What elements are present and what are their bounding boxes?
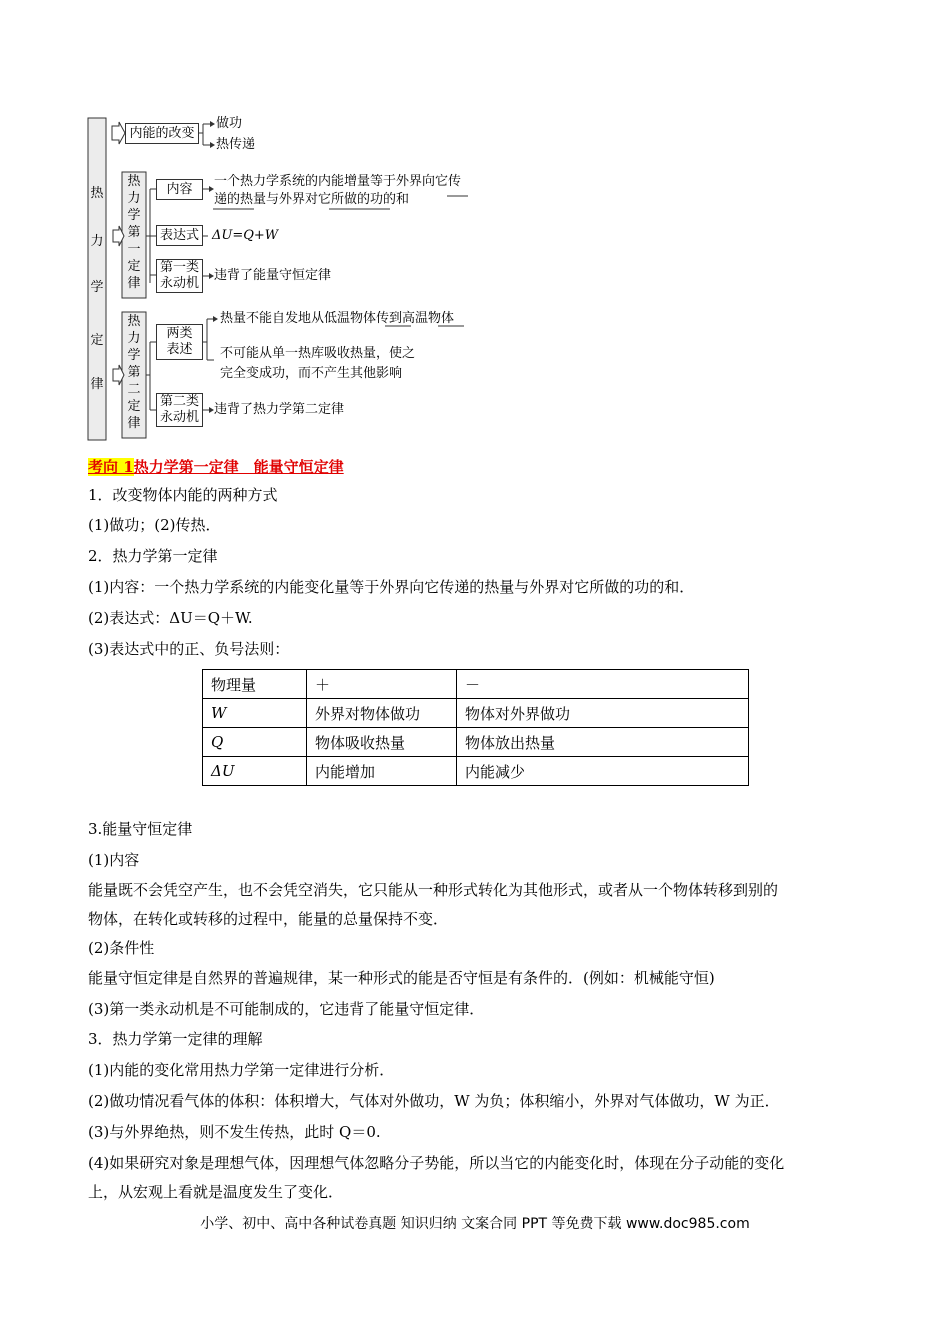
text-line: 3.能量守恒定律 [88,820,193,838]
table-cell: 外界对物体做功 [307,699,457,728]
first-law-expression: ΔU=Q+W [212,228,279,243]
content-box: 内容 [156,179,203,200]
text-line: (1)内容 [88,851,140,869]
root-char: 热 [90,186,104,201]
branch3-char: 定 [127,399,141,414]
table-cell: ΔU [203,757,307,786]
table-header-row [203,670,749,699]
branch3-char: 力 [127,331,141,346]
text-line: (1)做功；(2)传热． [88,516,221,534]
text-line: (3)第一类永动机是不可能制成的，它违背了能量守恒定律． [88,1000,485,1018]
kelvin-statement-line1: 不可能从单一热库吸收热量，使之 [220,346,416,361]
branch1-box: 内能的改变 [125,123,199,144]
text-line: (4)如果研究对象是理想气体，因理想气体忽略分子势能，所以当它的内能变化时，体现在分子动能的变化 [88,1154,785,1172]
branch2-char: 一 [127,242,141,257]
branch2-char: 力 [127,191,141,206]
box-line: 第二类 [159,394,199,409]
table-row [203,728,749,757]
text-line: 物体，在转化或转移的过程中，能量的总量保持不变． [88,910,449,928]
text-line: (2)表达式：ΔU＝Q＋W. [88,609,253,627]
text-line: (1)内容：一个热力学系统的内能变化量等于外界向它传递的热量与外界对它所做的功的和． [88,578,695,596]
box-line: 永动机 [159,410,199,425]
root-char: 力 [90,234,104,249]
root-char: 定 [90,333,104,348]
perpetual-motion-1-text: 违背了能量守恒定律 [214,268,332,283]
text-line: 1．改变物体内能的两种方式 [88,486,278,504]
branch2-char: 学 [127,208,141,223]
table-cell: W [203,699,307,728]
heading-prefix: 考向 1 [88,458,134,476]
table-cell: 物体吸收热量 [307,728,457,757]
table-cell: 物理量 [203,670,307,699]
branch2-char: 第 [127,225,141,240]
text-line: (3)表达式中的正、负号法则： [88,640,290,658]
branch2-char: 律 [127,276,141,291]
table-cell: 内能增加 [307,757,457,786]
text-line: 上，从宏观上看就是温度发生了变化． [88,1183,344,1201]
text-line: (2)条件性 [88,939,155,957]
branch1-item-work: 做功 [216,116,243,131]
table-row [203,757,749,786]
text-line: 能量既不会凭空产生，也不会凭空消失，它只能从一种形式转化为其他形式，或者从一个物体转移到别的 [88,881,779,899]
text-line: 2．热力学第一定律 [88,547,218,565]
text-line: 能量守恒定律是自然界的普遍规律，某一种形式的能是否守恒是有条件的．(例如：机械能守恒) [88,969,715,987]
table-cell: 内能减少 [457,757,749,786]
heading-title: 热力学第一定律 能量守恒定律 [133,458,344,476]
text-line: 3．热力学第一定律的理解 [88,1030,263,1048]
branch3-char: 热 [127,314,141,329]
sign-rules-table [202,669,749,786]
box-line: 永动机 [159,276,199,291]
branch1-item-heat: 热传递 [216,137,256,152]
root-char: 律 [90,377,104,392]
box-line: 第一类 [159,260,199,275]
text-line: (1)内能的变化常用热力学第一定律进行分析． [88,1061,395,1079]
branch2-char: 定 [127,259,141,274]
branch3-char: 二 [127,382,141,397]
box-line: 表述 [166,342,193,357]
text-line: (2)做功情况看气体的体积：体积增大，气体对外做功，W 为负；体积缩小，外界对气体做功，W 为正． [88,1092,780,1110]
text-line: (3)与外界绝热，则不发生传热，此时 Q＝0. [88,1123,381,1141]
box-line: 两类 [166,326,193,341]
branch3-char: 学 [127,348,141,363]
page-footer: 小学、初中、高中各种试卷真题 知识归纳 文案合同 PPT 等免费下载 www.doc985.com [200,1216,750,1232]
expression-box: 表达式 [156,225,203,246]
two-statements-box [156,324,203,360]
perpetual-motion-2-box [156,393,203,427]
table-cell: ＋ [307,670,457,699]
section-heading [88,456,344,478]
table-row [203,699,749,728]
root-char: 学 [90,280,104,295]
table-cell: － [457,670,749,699]
branch2-char: 热 [127,174,141,189]
table-cell: Q [203,728,307,757]
kelvin-statement-line2: 完全变成功，而不产生其他影响 [220,366,403,381]
table-cell: 物体放出热量 [457,728,749,757]
clausius-statement: 热量不能自发地从低温物体传到高温物体 [220,311,455,326]
first-law-content-line2: 递的热量与外界对它所做的功的和 [214,192,410,207]
first-law-content-line1: 一个热力学系统的内能增量等于外界向它传 [214,174,462,189]
perpetual-motion-1-box [156,259,203,293]
branch3-char: 律 [127,416,141,431]
table-cell: 物体对外界做功 [457,699,749,728]
branch3-char: 第 [127,365,141,380]
perpetual-motion-2-text: 违背了热力学第二定律 [214,402,345,417]
